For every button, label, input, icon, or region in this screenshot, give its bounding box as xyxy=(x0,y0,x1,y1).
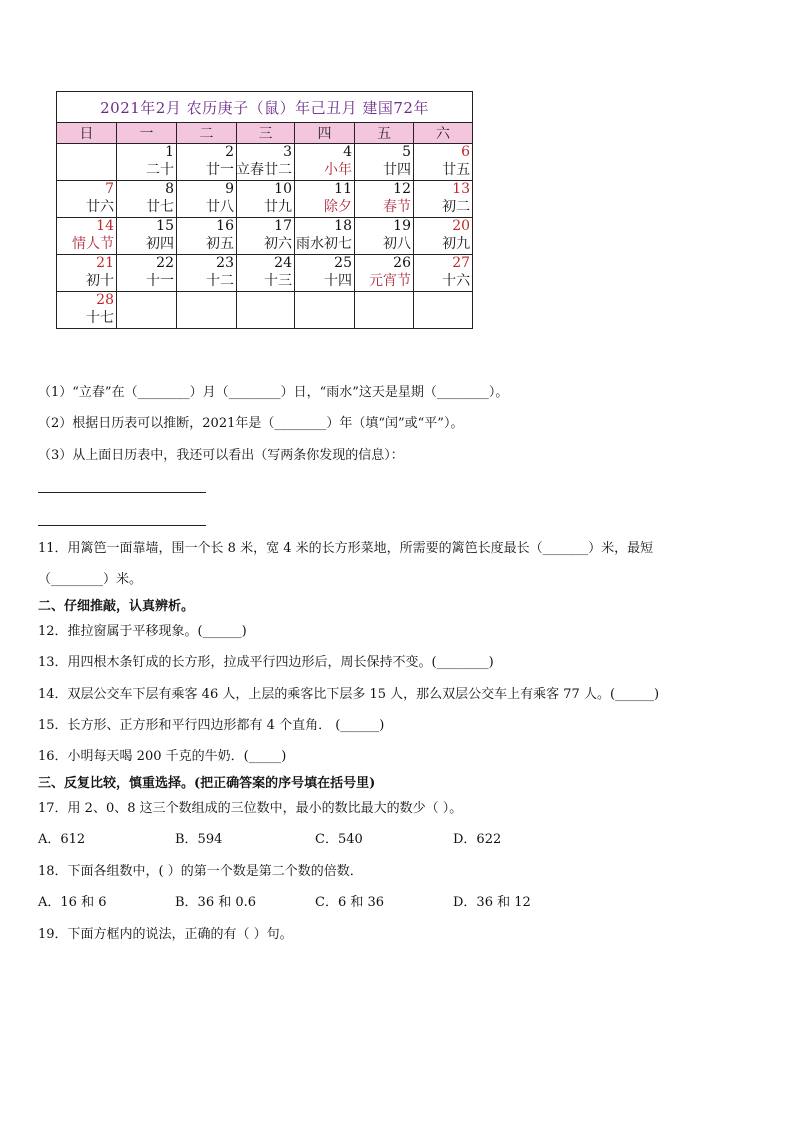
calendar-day-cell xyxy=(57,292,117,329)
question-11-line-1: 11．用篱笆一面靠墙，围一个长 8 米，宽 4 米的长方形菜地，所需要的篱笆长度最长（_______）米，最短 xyxy=(38,541,654,556)
day-number: 7 xyxy=(105,181,114,197)
lunar-date: 除夕 xyxy=(324,199,352,215)
lunar-date: 春节 xyxy=(383,199,411,215)
question-13: 13．用四根木条钉成的长方形，拉成平行四边形后，周长保持不变。(________) xyxy=(38,655,494,670)
lunar-date: 廿七 xyxy=(146,199,174,215)
calendar-body xyxy=(57,144,473,329)
q18-option-a[interactable]: A．16 和 6 xyxy=(38,895,107,910)
q18-option-b[interactable]: B．36 和 0.6 xyxy=(175,895,257,910)
day-number: 11 xyxy=(334,181,352,197)
lunar-date: 初四 xyxy=(146,236,174,252)
calendar-day-cell xyxy=(295,255,355,292)
section-3-heading: 三、反复比较，慎重选择。(把正确答案的序号填在括号里) xyxy=(38,776,376,791)
lunar-date: 情人节 xyxy=(72,236,114,252)
lunar-date: 廿五 xyxy=(442,162,471,178)
calendar-day-cell xyxy=(117,181,177,218)
calendar-day-cell xyxy=(237,292,295,329)
question-16: 16．小明每天喝 200 千克的牛奶．(_____) xyxy=(38,749,287,764)
weekday-0: 日 xyxy=(57,123,117,144)
lunar-date: 元宵节 xyxy=(369,273,411,289)
lunar-date: 初八 xyxy=(383,236,411,252)
calendar-day-cell xyxy=(237,255,295,292)
day-number: 9 xyxy=(225,181,234,197)
calendar-week xyxy=(57,144,473,181)
lunar-date: 初二 xyxy=(442,199,471,215)
lunar-date: 立春廿二 xyxy=(236,162,292,178)
question-15: 15．长方形、正方形和平行四边形都有 4 个直角． (______) xyxy=(38,718,385,733)
calendar-day-cell xyxy=(57,144,117,181)
question-11-line-2: （________）米。 xyxy=(38,572,143,587)
lunar-date: 廿九 xyxy=(264,199,292,215)
day-number: 21 xyxy=(96,255,114,271)
calendar-day-cell xyxy=(295,218,355,255)
calendar-day-cell xyxy=(237,181,295,218)
day-number: 27 xyxy=(452,255,471,271)
day-number: 8 xyxy=(165,181,174,197)
calendar-week xyxy=(57,181,473,218)
lunar-date: 初九 xyxy=(442,236,471,252)
calendar-day-cell xyxy=(117,292,177,329)
calendar-day-cell xyxy=(57,181,117,218)
lunar-date: 廿八 xyxy=(206,199,234,215)
calendar-day-cell xyxy=(57,255,117,292)
lunar-date: 雨水初七 xyxy=(296,236,352,252)
day-number: 18 xyxy=(334,218,352,234)
lunar-date: 二十 xyxy=(146,162,174,178)
weekday-4: 四 xyxy=(295,123,355,144)
day-number: 6 xyxy=(461,144,471,160)
weekday-1: 一 xyxy=(117,123,177,144)
calendar-title: 2021年2月 农历庚子（鼠）年己丑月 建国72年 xyxy=(57,92,473,123)
question-17: 17．用 2、0、8 这三个数组成的三位数中，最小的数比最大的数少（ ）。 xyxy=(38,801,463,816)
lunar-date: 初十 xyxy=(86,273,114,289)
day-number: 12 xyxy=(393,181,411,197)
calendar-week xyxy=(57,218,473,255)
calendar-day-cell xyxy=(355,218,414,255)
q18-option-c[interactable]: C．6 和 36 xyxy=(315,895,385,910)
section-2-heading: 二、仔细推敲，认真辨析。 xyxy=(38,599,195,614)
calendar-day-cell xyxy=(237,144,295,181)
calendar-day-cell xyxy=(414,218,473,255)
calendar-day-cell xyxy=(355,292,414,329)
question-14: 14．双层公交车下层有乘客 46 人，上层的乘客比下层多 15 人，那么双层公交车上有乘客 77 人。(______) xyxy=(38,687,660,702)
day-number: 10 xyxy=(274,181,292,197)
calendar-table xyxy=(56,91,473,329)
calendar-day-cell xyxy=(414,255,473,292)
weekday-header xyxy=(57,123,473,144)
lunar-date: 廿六 xyxy=(86,199,114,215)
day-number: 19 xyxy=(393,218,411,234)
calendar-week xyxy=(57,292,473,329)
day-number: 2 xyxy=(225,144,234,160)
question-10-2: （2）根据日历表可以推断，2021年是（________）年（填“闰”或“平”）。 xyxy=(38,416,464,431)
day-number: 15 xyxy=(156,218,174,234)
day-number: 23 xyxy=(216,255,234,271)
question-18: 18．下面各组数中，( ）的第一个数是第二个数的倍数． xyxy=(38,864,363,879)
lunar-date: 十四 xyxy=(324,273,352,289)
q17-option-a[interactable]: A．612 xyxy=(38,832,86,847)
calendar-day-cell xyxy=(414,144,473,181)
calendar-day-cell xyxy=(117,255,177,292)
calendar-day-cell xyxy=(295,181,355,218)
lunar-date: 初六 xyxy=(264,236,292,252)
calendar-day-cell xyxy=(414,292,473,329)
calendar-day-cell xyxy=(177,144,237,181)
weekday-6: 六 xyxy=(414,123,473,144)
question-10-3: （3）从上面日历表中，我还可以看出（写两条你发现的信息）： xyxy=(38,448,404,463)
calendar-day-cell xyxy=(237,218,295,255)
weekday-2: 二 xyxy=(177,123,237,144)
day-number: 22 xyxy=(156,255,174,271)
lunar-date: 廿一 xyxy=(206,162,234,178)
calendar-day-cell xyxy=(177,292,237,329)
q17-option-b[interactable]: B．594 xyxy=(175,832,223,847)
q17-option-d[interactable]: D．622 xyxy=(453,832,502,847)
day-number: 4 xyxy=(343,144,352,160)
calendar-day-cell xyxy=(177,255,237,292)
day-number: 20 xyxy=(452,218,471,234)
day-number: 13 xyxy=(452,181,471,197)
day-number: 1 xyxy=(165,144,174,160)
lunar-date: 十二 xyxy=(206,273,234,289)
lunar-date: 十七 xyxy=(86,310,114,326)
lunar-date: 十一 xyxy=(146,273,174,289)
day-number: 14 xyxy=(96,218,114,234)
lunar-date: 初五 xyxy=(206,236,234,252)
day-number: 5 xyxy=(402,144,411,160)
lunar-date: 十六 xyxy=(442,273,471,289)
day-number: 25 xyxy=(334,255,352,271)
day-number: 16 xyxy=(216,218,234,234)
calendar-week xyxy=(57,255,473,292)
q18-option-d[interactable]: D．36 和 12 xyxy=(453,895,531,910)
calendar-day-cell xyxy=(355,181,414,218)
question-19: 19．下面方框内的说法，正确的有（ ）句。 xyxy=(38,927,293,942)
day-number: 17 xyxy=(274,218,292,234)
calendar-day-cell xyxy=(177,218,237,255)
calendar-day-cell xyxy=(117,144,177,181)
day-number: 28 xyxy=(96,292,114,308)
day-number: 3 xyxy=(283,144,292,160)
calendar-day-cell xyxy=(295,292,355,329)
question-10-1: （1）“立春”在（________）月（________）日，“雨水”这天是星期（________）。 xyxy=(38,385,509,400)
calendar-day-cell xyxy=(355,144,414,181)
question-12: 12．推拉窗属于平移现象。(______) xyxy=(38,624,247,639)
calendar-day-cell xyxy=(57,218,117,255)
answer-line-2[interactable] xyxy=(38,525,206,526)
calendar-day-cell xyxy=(355,255,414,292)
day-number: 24 xyxy=(274,255,292,271)
calendar-day-cell xyxy=(414,181,473,218)
calendar-day-cell xyxy=(177,181,237,218)
q17-option-c[interactable]: C．540 xyxy=(315,832,363,847)
lunar-date: 十三 xyxy=(264,273,292,289)
calendar-day-cell xyxy=(117,218,177,255)
lunar-date: 小年 xyxy=(324,162,352,178)
lunar-date: 廿四 xyxy=(383,162,411,178)
calendar-day-cell xyxy=(295,144,355,181)
day-number: 26 xyxy=(393,255,411,271)
weekday-3: 三 xyxy=(237,123,295,144)
weekday-5: 五 xyxy=(355,123,414,144)
answer-line-1[interactable] xyxy=(38,492,206,493)
